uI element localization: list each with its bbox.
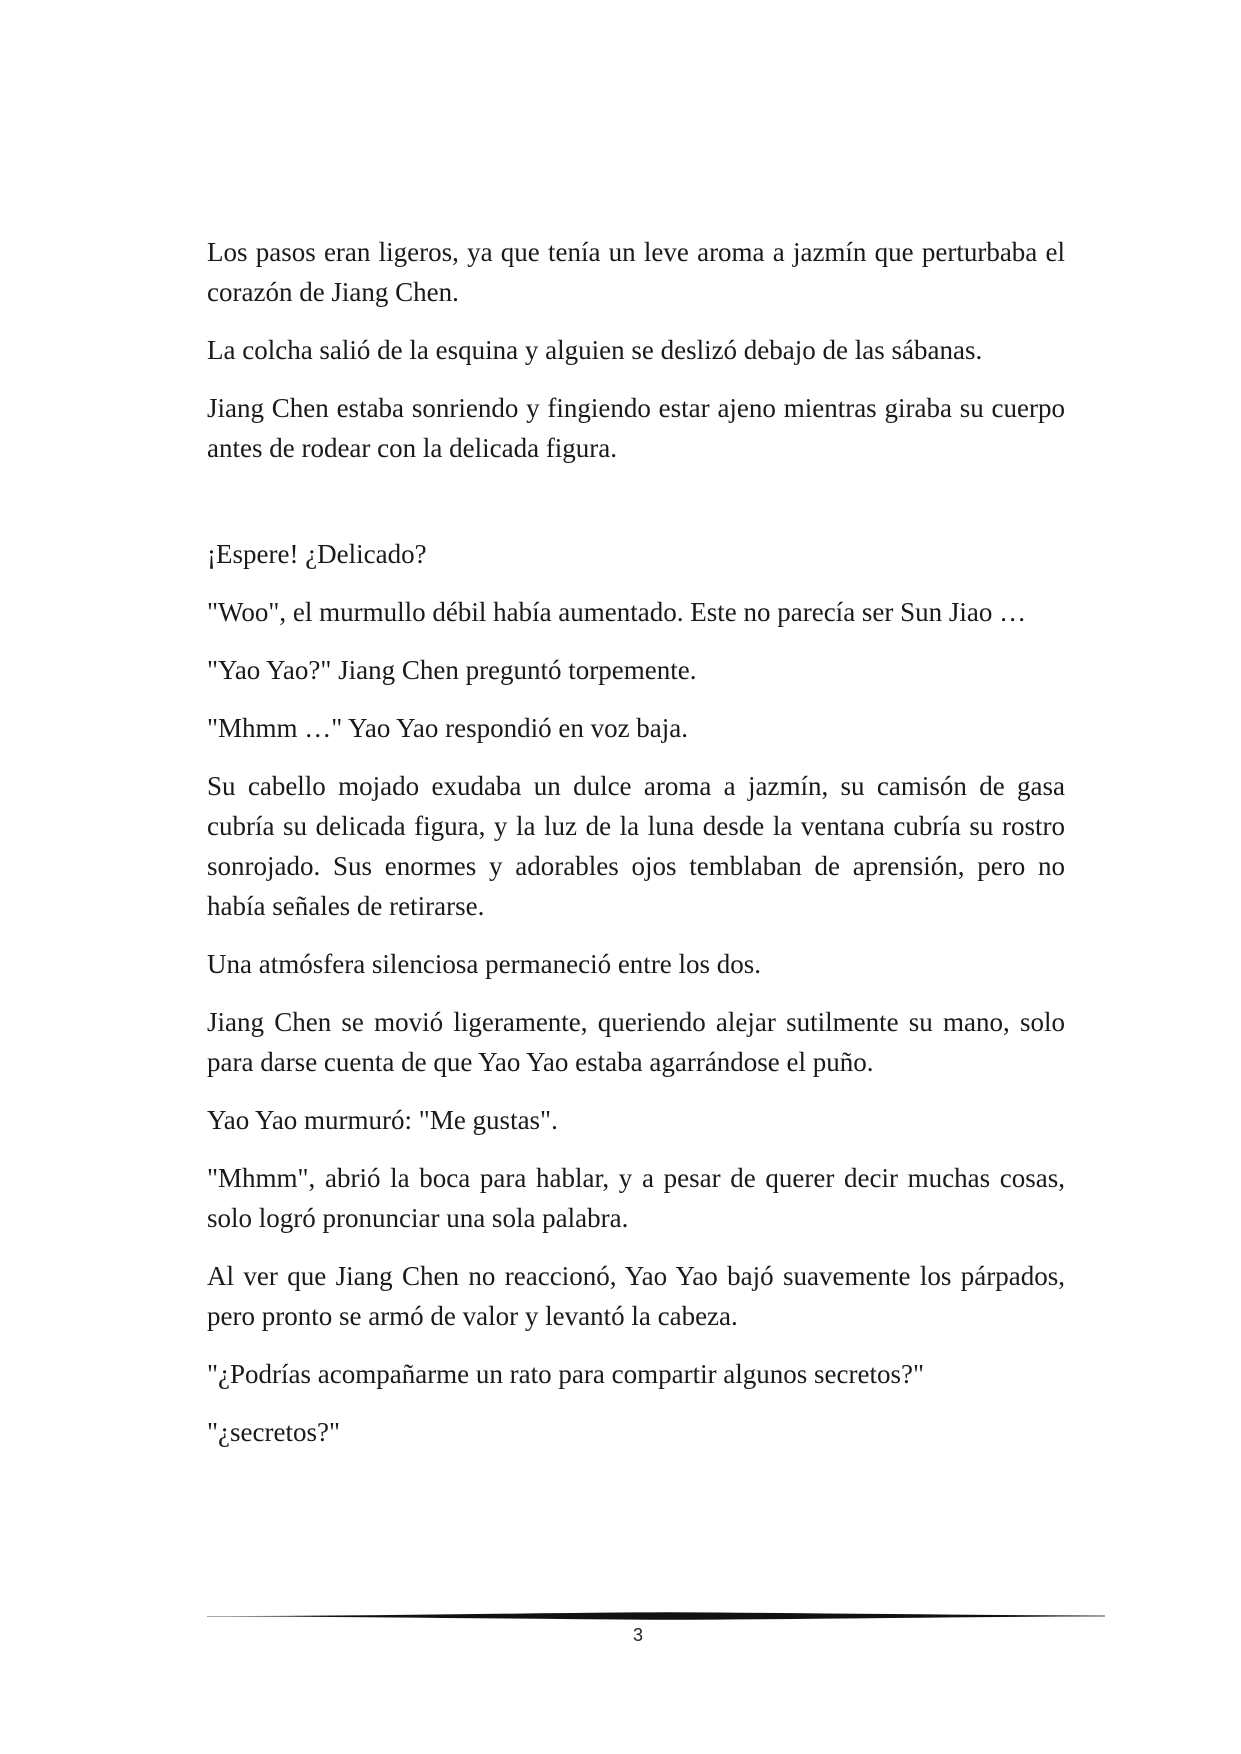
- paragraph: "Mhmm", abrió la boca para hablar, y a pesar de querer decir muchas cosas, solo logró pronunciar una sola palabra.: [207, 1163, 1065, 1233]
- paragraph: Al ver que Jiang Chen no reaccionó, Yao Yao bajó suavemente los párpados, pero pronto se armó de valor y levantó la cabeza.: [207, 1261, 1065, 1331]
- paragraph: Jiang Chen se movió ligeramente, queriendo alejar sutilmente su mano, solo para darse cuenta de que Yao Yao estaba agarrándose el puño.: [207, 1007, 1065, 1077]
- paragraph: Su cabello mojado exudaba un dulce aroma a jazmín, su camisón de gasa cubría su delicada figura, y la luz de la luna desde la ventana cubría su rostro sonrojado. Sus enormes y adorables ojos temblaban de aprensión, pero no había señales de retirarse.: [207, 771, 1065, 921]
- page-body: [207, 232, 1065, 1452]
- paragraph: Jiang Chen estaba sonriendo y fingiendo estar ajeno mientras giraba su cuerpo antes de rodear con la delicada figura.: [207, 393, 1065, 463]
- paragraph: Yao Yao murmuró: "Me gustas".: [207, 1105, 558, 1135]
- paragraph: "Woo", el murmullo débil había aumentado. Este no parecía ser Sun Jiao …: [207, 597, 1027, 627]
- page-number: 3: [632, 1625, 643, 1645]
- paragraph: ¡Espere! ¿Delicado?: [207, 539, 427, 569]
- paragraph: Una atmósfera silenciosa permaneció entre los dos.: [207, 949, 762, 979]
- footer-divider: [207, 1611, 1105, 1621]
- paragraph: La colcha salió de la esquina y alguien se deslizó debajo de las sábanas.: [207, 335, 983, 365]
- paragraph: "¿secretos?": [207, 1417, 340, 1447]
- paragraph: Los pasos eran ligeros, ya que tenía un leve aroma a jazmín que perturbaba el corazón de Jiang Chen.: [207, 237, 1065, 307]
- paragraph: "Yao Yao?" Jiang Chen preguntó torpemente.: [207, 655, 697, 685]
- paragraph: "Mhmm …" Yao Yao respondió en voz baja.: [207, 713, 689, 743]
- paragraph: "¿Podrías acompañarme un rato para compartir algunos secretos?": [207, 1359, 925, 1389]
